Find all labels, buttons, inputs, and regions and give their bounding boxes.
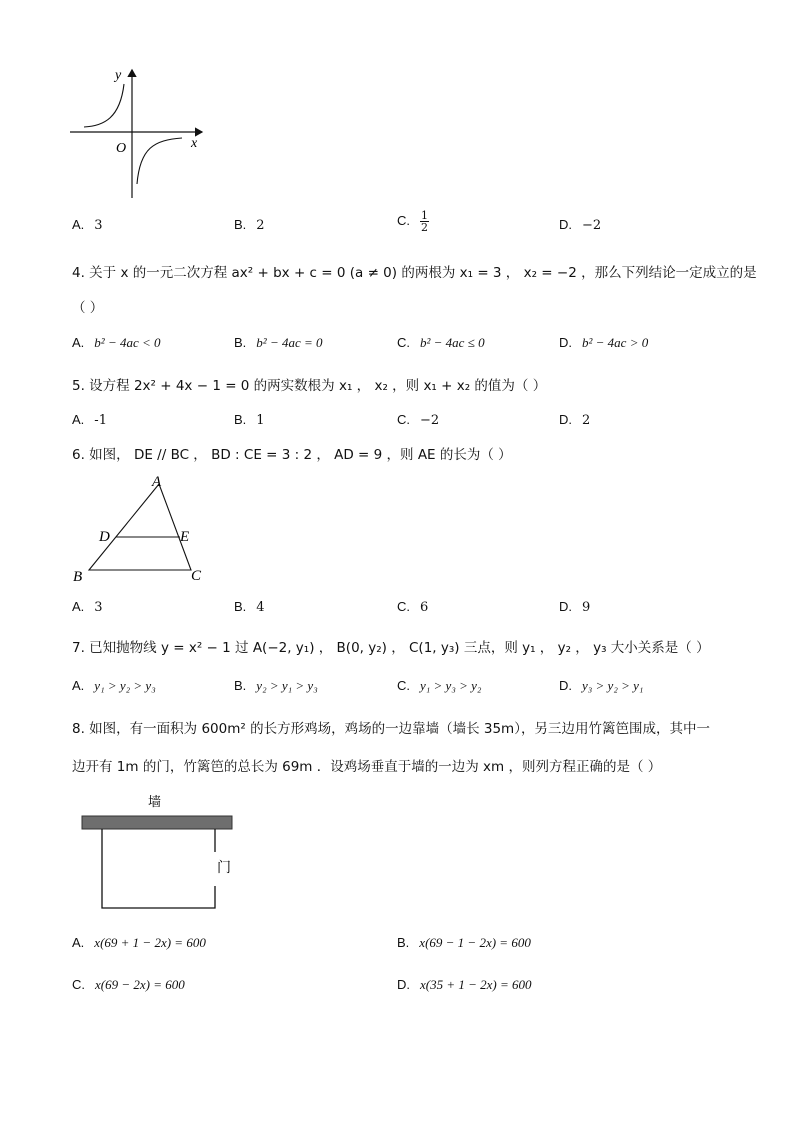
- vertex-e-label: E: [180, 529, 190, 545]
- wall: [82, 816, 232, 829]
- q8-stem-line2: 边开有 1m 的门，竹篱笆的总长为 69m ．设鸡场垂直于墙的一边为 xm ，则列方程正确的是（ ）: [72, 759, 662, 775]
- q5-option-d[interactable]: D. 2: [559, 412, 591, 428]
- door-label: 门: [217, 860, 231, 876]
- hyperbola-graph: [64, 64, 214, 204]
- q4-option-d[interactable]: D. b² − 4ac > 0: [559, 335, 649, 350]
- q3-option-a[interactable]: A. 3: [72, 217, 103, 233]
- q6-option-b[interactable]: B. 4: [234, 599, 265, 615]
- wall-label: 墙: [148, 795, 162, 810]
- fence: [102, 829, 215, 908]
- q4-stem-line1: 4. 关于 x 的一元二次方程 ax² + bx + c = 0 (a ≠ 0) 的两根为 x₁ = 3 ， x₂ = −2 ，那么下列结论一定成立的是: [72, 265, 757, 281]
- q4-option-b[interactable]: B. b² − 4ac = 0: [234, 335, 323, 350]
- curve-left-branch: [84, 84, 124, 127]
- q8-option-d[interactable]: D. x(35 + 1 − 2x) = 600: [397, 977, 532, 992]
- q5-option-b[interactable]: B. 1: [234, 412, 265, 428]
- q6-option-d[interactable]: D. 9: [559, 599, 591, 615]
- q7-option-b[interactable]: B. y₂ > y₁ > y₃: [234, 678, 318, 693]
- q6-option-a[interactable]: A. 3: [72, 599, 103, 615]
- q7-stem: 7. 已知抛物线 y = x² − 1 过 A(−2, y₁) ， B(0, y₂) ， C(1, y₃) 三点，则 y₁ ， y₂ ， y₃ 大小关系是（ ）: [72, 640, 710, 656]
- q6-stem: 6. 如图， DE // BC ， BD : CE = 3 : 2 ， AD = 9 ，则 AE 的长为（ ）: [72, 447, 512, 463]
- q5-stem: 5. 设方程 2x² + 4x − 1 = 0 的两实数根为 x₁ ， x₂ ，则 x₁ + x₂ 的值为（ ）: [72, 378, 547, 394]
- chicken-farm-figure: [78, 792, 248, 914]
- fraction-one-half: $\frac{1}{2}$: [421, 209, 428, 234]
- y-axis-label: y: [115, 68, 122, 83]
- origin-label: O: [116, 141, 127, 156]
- q6-option-c[interactable]: C. 6: [397, 599, 429, 615]
- q7-option-d[interactable]: D. y₃ > y₂ > y₁: [559, 678, 644, 693]
- q7-option-c[interactable]: C. y₁ > y₃ > y₂: [397, 678, 482, 693]
- q3-option-b[interactable]: B. 2: [234, 217, 265, 233]
- q4-option-a[interactable]: A. b² − 4ac < 0: [72, 335, 161, 350]
- x-axis-label: x: [191, 136, 198, 151]
- vertex-a-label: A: [152, 474, 162, 490]
- q5-option-c[interactable]: C. −2: [397, 412, 440, 428]
- q8-option-a[interactable]: A. x(69 + 1 − 2x) = 600: [72, 935, 206, 950]
- q5-option-a[interactable]: A. -1: [72, 412, 107, 428]
- q8-option-c[interactable]: C. x(69 − 2x) = 600: [72, 977, 185, 992]
- vertex-c-label: C: [191, 568, 202, 584]
- q8-stem-line1: 8. 如图，有一面积为 600m² 的长方形鸡场，鸡场的一边靠墙（墙长 35m），另三边用竹篱笆围成，其中一: [72, 721, 710, 737]
- triangle-abc: [89, 484, 191, 570]
- vertex-b-label: B: [73, 569, 83, 585]
- q8-option-b[interactable]: B. x(69 − 1 − 2x) = 600: [397, 935, 531, 950]
- vertex-d-label: D: [99, 529, 110, 545]
- q7-option-a[interactable]: A. y₁ > y₂ > y₃: [72, 678, 156, 693]
- q4-stem-line2: （ ）: [72, 300, 104, 316]
- curve-right-branch: [137, 138, 182, 184]
- q3-option-c[interactable]: C. $\frac{1}{2}$: [397, 209, 428, 234]
- triangle-figure: [66, 472, 216, 587]
- q4-option-c[interactable]: C. b² − 4ac ≤ 0: [397, 335, 485, 350]
- q3-option-d[interactable]: D. −2: [559, 217, 602, 233]
